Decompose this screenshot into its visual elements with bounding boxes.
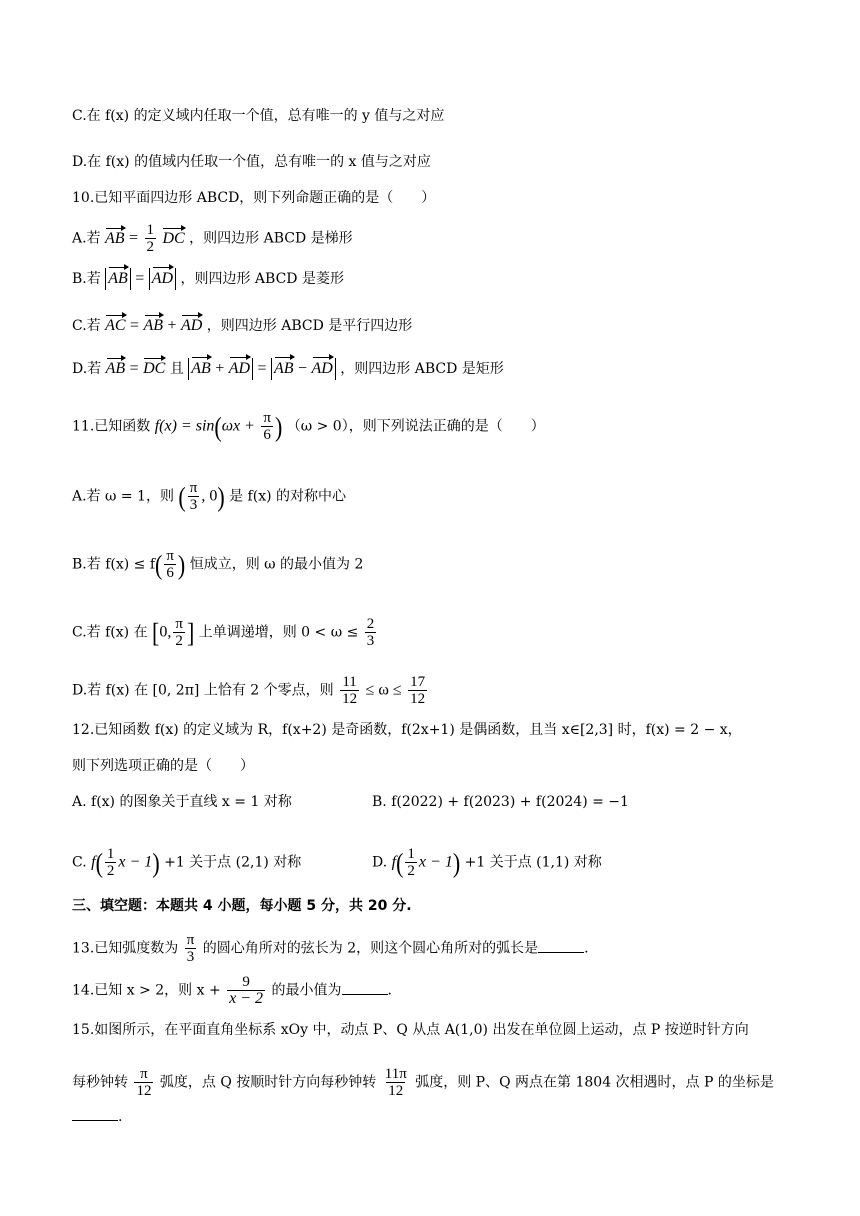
- q9-option-d: D.在 f(x) 的值域内任取一个值，总有唯一的 x 值与之对应: [72, 154, 431, 170]
- inequality: ≤ ω ≤: [365, 681, 402, 699]
- section-heading: 三、填空题：本题共 4 小题，每小题 5 分，共 20 分.: [72, 898, 412, 914]
- fraction-pi-over-12: [134, 1066, 153, 1099]
- plus-sign: +: [215, 360, 225, 377]
- paren-open: (: [178, 480, 186, 512]
- abs-ad: [149, 268, 176, 290]
- paren-close: ): [217, 480, 225, 512]
- frac-den: 3: [366, 633, 375, 649]
- q11-b-post: 恒成立，则 ω 的最小值为 2: [189, 556, 364, 573]
- fraction-one-half: [405, 846, 417, 879]
- q11-d-pre: D.若 f(x) 在 [0, 2π] 上恰有 2 个零点，则: [72, 682, 334, 699]
- zero-comma: 0,: [159, 623, 172, 641]
- q10-option-b: [72, 268, 344, 290]
- frac-den: 12: [136, 1083, 152, 1099]
- paren-close: ): [177, 548, 186, 580]
- equals-sign: =: [130, 317, 140, 334]
- frac-num: π: [189, 480, 198, 496]
- fraction-pi-over-6: [164, 548, 176, 581]
- equals-sign: =: [135, 270, 145, 287]
- q12-option-b: B. f(2022) + f(2023) + f(2024) = −1: [372, 794, 629, 810]
- q12-d-post: +1 关于点 (1,1) 对称: [464, 854, 602, 871]
- vector-dc: DC: [143, 360, 166, 377]
- q11-a-pre: A.若 ω = 1，则: [72, 488, 174, 505]
- equals-sign: =: [129, 360, 139, 377]
- vector-ab: AB: [108, 268, 128, 290]
- vector-ab: AB: [274, 358, 294, 380]
- q12-c-label: C.: [72, 854, 87, 871]
- frac-den: 2: [175, 633, 183, 649]
- q10-b-post: ，则四边形 ABCD 是菱形: [180, 271, 344, 287]
- q13-pre: 13.已知弧度数为: [72, 940, 179, 957]
- q13: 13.已知弧度数为 $\frac{\pi}{3}$ 的圆心角所对的弦长为 2，则这个圆心角所对的弧长是 .: [72, 932, 589, 965]
- frac-den: 6: [263, 427, 271, 443]
- frac-num: π: [175, 616, 183, 632]
- function-definition: f(x) = sin: [154, 417, 215, 435]
- answer-blank[interactable]: [342, 980, 388, 995]
- q11-option-a: [72, 480, 346, 513]
- q11-c-pre: C.若 f(x) 在: [72, 624, 148, 641]
- frac-num: 1: [407, 846, 415, 862]
- frac-num: π: [263, 410, 271, 426]
- fraction-one-half: [105, 846, 117, 879]
- fraction-pi-over-3: [185, 932, 197, 965]
- equals-sign: =: [257, 360, 267, 377]
- q14: 14.已知 x > 2，则 x + $\frac{9}{x - 2}$ 的最小值为 .: [72, 974, 392, 1007]
- frac-num: π: [186, 932, 195, 948]
- paren-close: ): [152, 846, 160, 878]
- equals-sign: =: [129, 229, 139, 247]
- function-f: f: [91, 853, 96, 871]
- q12-d-label: D.: [372, 854, 388, 871]
- q15-line2-pre: 每秒钟转: [72, 1074, 128, 1091]
- vector-ad: AD: [152, 268, 173, 290]
- frac-den: 12: [342, 691, 358, 707]
- frac-num: 1: [106, 846, 115, 862]
- q12-option-c: [72, 846, 301, 879]
- vector-ab: AB: [191, 358, 211, 380]
- vector-ad: AD: [229, 358, 250, 380]
- q13-post: 的圆心角所对的弦长为 2，则这个圆心角所对的弧长是: [202, 940, 539, 957]
- q15-line1: 15.如图所示，在平面直角坐标系 xOy 中，动点 P、Q 从点 A(1,0) 出发在单位圆上运动，点 P 按逆时针方向: [72, 1022, 749, 1038]
- bracket-close: ]: [186, 616, 195, 648]
- q11-stem-post: （ω > 0），则下列说法正确的是（ ）: [286, 418, 545, 435]
- frac-den: 12: [388, 1083, 404, 1099]
- q11-option-b: [72, 548, 363, 581]
- x-minus-1: x − 1: [118, 853, 153, 871]
- q14-pre: 14.已知 x > 2，则 x +: [72, 982, 221, 999]
- frac-den: 3: [189, 497, 198, 513]
- frac-den: 12: [410, 691, 426, 707]
- fraction-pi-over-3: [188, 480, 200, 513]
- vector-ac: AC: [105, 317, 126, 334]
- q10-option-d: [72, 358, 504, 380]
- frac-num: 11: [342, 674, 357, 690]
- frac-den: 6: [166, 565, 174, 581]
- abs-ab: [105, 268, 131, 290]
- q11-a-post: 是 f(x) 的对称中心: [229, 488, 347, 505]
- vector-ab: AB: [105, 360, 126, 377]
- fraction-2-over-3: [365, 616, 377, 649]
- comma-zero: , 0: [201, 487, 218, 505]
- q12-option-a: A. f(x) 的图象关于直线 x = 1 对称: [72, 794, 292, 810]
- frac-den: 2: [106, 863, 115, 879]
- fraction-11-over-12: [340, 674, 359, 707]
- frac-num: 2: [366, 616, 375, 632]
- vector-ab: AB: [105, 229, 125, 247]
- fraction-pi-over-2: [173, 616, 185, 649]
- q12-stem-line1: 12.已知函数 f(x) 的定义域为 R，f(x+2) 是奇函数，f(2x+1) 是偶函数，且当 x∈[2,3] 时，f(x) = 2 − x，: [72, 722, 742, 738]
- vector-ad: AD: [181, 317, 203, 334]
- paren-open: (: [396, 846, 404, 878]
- frac-num: 11π: [384, 1066, 407, 1082]
- q10-stem: 10.已知平面四边形 ABCD，则下列命题正确的是（ ）: [72, 190, 436, 206]
- frac-num: 9: [242, 974, 250, 990]
- q10-a-post: ，则四边形 ABCD 是梯形: [189, 230, 353, 247]
- q12-option-d: [372, 846, 602, 879]
- frac-den: 2: [407, 863, 415, 879]
- vector-ab: AB: [143, 317, 164, 334]
- paren-open: (: [214, 410, 222, 442]
- q15-line2-post: 弧度，则 P、Q 两点在第 1804 次相遇时，点 P 的坐标是: [415, 1074, 774, 1091]
- q10-a-pre: A.若: [72, 230, 101, 247]
- fraction-9-over-x-minus-2: [227, 974, 265, 1007]
- abs-ab-plus-ad: [188, 358, 253, 380]
- x-minus-1: x − 1: [418, 853, 453, 871]
- paren-open: (: [95, 846, 103, 878]
- q10-option-c: [72, 316, 412, 336]
- q14-post: 的最小值为: [271, 982, 342, 999]
- q11-c-post: 上单调递增，则 0 < ω ≤: [198, 624, 359, 641]
- plus-sign: +: [167, 317, 177, 334]
- q10-c-post: ，则四边形 ABCD 是平行四边形: [206, 318, 413, 334]
- frac-num: π: [140, 1066, 148, 1082]
- minus-sign: −: [298, 360, 308, 377]
- fraction-11pi-over-12: [383, 1066, 409, 1099]
- paren-open: (: [155, 548, 163, 580]
- frac-den: 3: [186, 949, 195, 965]
- q10-d-mid: 且: [169, 361, 184, 377]
- q11-b-pre: B.若 f(x) ≤ f: [72, 556, 156, 573]
- q10-c-pre: C.若: [72, 318, 101, 334]
- q11-stem-pre: 11.已知函数: [72, 418, 151, 435]
- frac-num: 17: [410, 674, 426, 690]
- frac-den: x − 2: [229, 990, 264, 1007]
- q11-option-c: [72, 616, 378, 649]
- abs-ab-minus-ad: [271, 358, 336, 380]
- fraction-pi-over-6: [261, 410, 273, 443]
- paren-close: ): [274, 410, 283, 442]
- omega-x: ωx +: [221, 417, 255, 435]
- frac-num: π: [166, 548, 174, 564]
- q9-option-c: C.在 f(x) 的定义域内任取一个值，总有唯一的 y 值与之对应: [72, 108, 445, 124]
- q12-stem-line2: 则下列选项正确的是（ ）: [72, 758, 254, 774]
- fraction-17-over-12: [408, 674, 427, 707]
- q10-option-a: [72, 222, 353, 255]
- q10-d-post: ，则四边形 ABCD 是矩形: [340, 361, 504, 377]
- q15-line3: .: [72, 1106, 122, 1127]
- q11-stem: [72, 410, 545, 443]
- q15-line2: [72, 1066, 774, 1099]
- q10-b-pre: B.若: [72, 271, 101, 287]
- answer-blank[interactable]: [538, 938, 584, 953]
- q10-d-pre: D.若: [72, 361, 102, 377]
- vector-ad: AD: [312, 358, 333, 380]
- paren-close: ): [452, 846, 461, 878]
- vector-dc: DC: [162, 229, 185, 247]
- frac-num: 1: [146, 222, 154, 238]
- q11-option-d: [72, 674, 429, 707]
- q12-c-post: +1 关于点 (2,1) 对称: [164, 854, 302, 871]
- frac-den: 2: [146, 239, 154, 255]
- bracket-open: [: [152, 616, 160, 648]
- q15-line2-mid: 弧度，点 Q 按顺时针方向每秒钟转: [159, 1074, 377, 1091]
- function-f: f: [391, 853, 397, 871]
- answer-blank[interactable]: [72, 1106, 118, 1121]
- fraction-one-half: [145, 222, 157, 255]
